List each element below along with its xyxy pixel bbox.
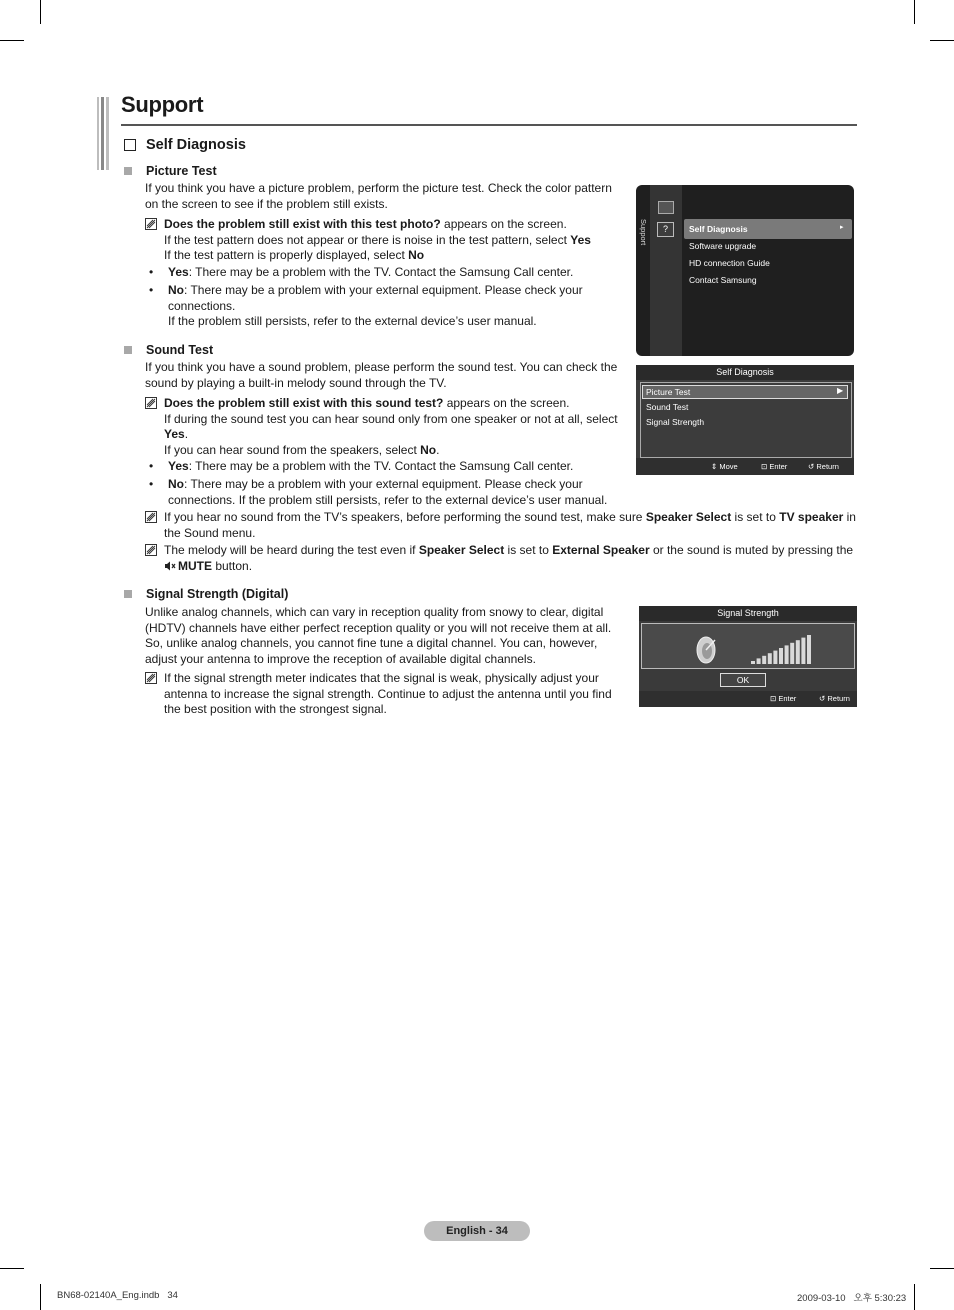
title-rule — [121, 124, 857, 126]
crop-mark — [40, 0, 41, 24]
picture-test-note: Does the problem still exist with this test photo? appears on the screen. If the test pattern does not appear or there is noise in the test pattern, select Yes If the test pattern is properly displayed, select No — [145, 217, 625, 264]
crop-mark — [930, 1268, 954, 1269]
enter-hint: ⊡ Enter — [761, 462, 788, 471]
melody-note: The melody will be heard during the test even if Speaker Select is set to External Speaker or the sound is muted by pressing the MUTE button. — [145, 543, 859, 574]
signal-bar — [796, 640, 800, 664]
sound-test-bullet-no: • No: There may be a problem with your external equipment. Please check your connections. If the problem still persists, refer to the external device’s user manual. — [149, 477, 608, 507]
help-icon[interactable]: ? — [657, 222, 674, 237]
list-item-signal-strength[interactable]: Signal Strength — [646, 417, 705, 427]
crop-mark — [0, 40, 24, 41]
support-menu-screen — [636, 185, 854, 356]
crop-mark — [40, 1284, 41, 1310]
menu-item-hd-connection-guide[interactable]: HD connection Guide — [689, 258, 770, 268]
note-icon — [145, 218, 157, 230]
signal-bar — [768, 653, 772, 664]
picture-test-heading: Picture Test — [124, 164, 217, 178]
picture-test-intro: If you think you have a picture problem, perform the picture test. Check the color pattern on the screen to see if the problem still exists. — [145, 181, 612, 211]
picture-test-bullet-no: • No: There may be a problem with your external equipment. Please check your connections. If the problem still persists, refer to the external device’s user manual. — [149, 283, 583, 328]
list-item-picture-test[interactable]: Picture Test — [646, 387, 691, 397]
picture-test-bullet-yes: • Yes: There may be a problem with the TV. Contact the Samsung Call center. — [149, 265, 574, 279]
return-hint: ↺ Return — [819, 694, 850, 703]
screen-title: Signal Strength — [639, 606, 857, 621]
signal-bar — [785, 645, 789, 664]
list-item-sound-test[interactable]: Sound Test — [646, 402, 689, 412]
signal-strength-intro: Unlike analog channels, which can vary in reception quality from snowy to clear, digital (HDTV) channels have either perfect reception quality or you will not receive them at all. So, unlike analog channels, you cannot fine tune a digital channel. You can, however, adjust your antenna to improve the reception of available digital channels. — [145, 605, 612, 666]
sound-test-note: Does the problem still exist with this sound test? appears on the screen. If during the sound test you can hear sound only from one speaker or not at all, select Yes. If you can hear sound from the speakers, select No. — [145, 396, 630, 458]
enter-hint: ⊡ Enter — [770, 694, 797, 703]
signal-bar — [762, 656, 766, 664]
menu-item-contact-samsung[interactable]: Contact Samsung — [689, 275, 757, 285]
return-hint: ↺ Return — [808, 462, 839, 471]
square-bullet-icon — [124, 346, 132, 354]
signal-meter-frame — [641, 623, 855, 669]
square-bullet-icon — [124, 590, 132, 598]
self-diagnosis-screen — [636, 365, 854, 475]
signal-bar — [757, 658, 761, 664]
chevron-right-icon: ▸ — [840, 224, 844, 231]
crop-mark — [930, 40, 954, 41]
menu-item-software-upgrade[interactable]: Software upgrade — [689, 241, 757, 251]
signal-strength-screen — [639, 606, 857, 707]
menu-item-self-diagnosis[interactable]: Self Diagnosis — [689, 224, 748, 234]
signal-bar — [807, 635, 811, 664]
note-icon — [145, 672, 157, 684]
signal-strength-heading: Signal Strength (Digital) — [124, 587, 288, 601]
antenna-dish-icon — [693, 634, 719, 666]
play-arrow-icon: ▶ — [837, 386, 844, 395]
signal-bars — [751, 633, 815, 665]
signal-bar — [779, 648, 783, 664]
section-heading: Self Diagnosis — [124, 137, 246, 153]
sound-test-bullet-yes: • Yes: There may be a problem with the TV. Contact the Samsung Call center. — [149, 459, 574, 473]
picture-menu-icon[interactable] — [658, 201, 674, 214]
crop-mark — [0, 1268, 24, 1269]
speaker-select-note: If you hear no sound from the TV’s speakers, before performing the sound test, make sure Speaker Select is set to TV speaker in the Sound menu. — [145, 510, 859, 541]
signal-bar — [801, 638, 805, 664]
page-title: Support — [121, 92, 204, 117]
signal-strength-note: If the signal strength meter indicates that the signal is weak, physically adjust your antenna to increase the signal strength. Continue to adjust the antenna until you find the best position with the strongest signal. — [145, 671, 625, 718]
note-icon — [145, 511, 157, 523]
note-icon — [145, 544, 157, 556]
signal-bar — [751, 661, 755, 664]
screen-title: Self Diagnosis — [636, 365, 854, 380]
sound-test-intro: If you think you have a sound problem, please perform the sound test. You can check the sound by playing a built-in melody sound through the TV. — [145, 360, 618, 390]
crop-mark — [914, 1284, 915, 1310]
ok-button[interactable]: OK — [720, 673, 766, 687]
footer-file: BN68-02140A_Eng.indb 34 — [57, 1290, 178, 1301]
signal-bar — [773, 651, 777, 664]
sound-test-heading: Sound Test — [124, 343, 213, 357]
signal-bar — [790, 643, 794, 664]
support-side-label: Support — [639, 219, 648, 246]
section-checkbox-icon — [124, 139, 136, 151]
title-accent-bars — [97, 97, 109, 170]
move-hint: ⇕ Move — [711, 462, 738, 471]
footer-timestamp: 2009-03-10 오후 5:30:23 — [797, 1293, 907, 1304]
square-bullet-icon — [124, 167, 132, 175]
mute-icon — [164, 561, 176, 571]
page-number-pill: English - 34 — [424, 1221, 530, 1241]
crop-mark — [914, 0, 915, 24]
note-icon — [145, 397, 157, 409]
